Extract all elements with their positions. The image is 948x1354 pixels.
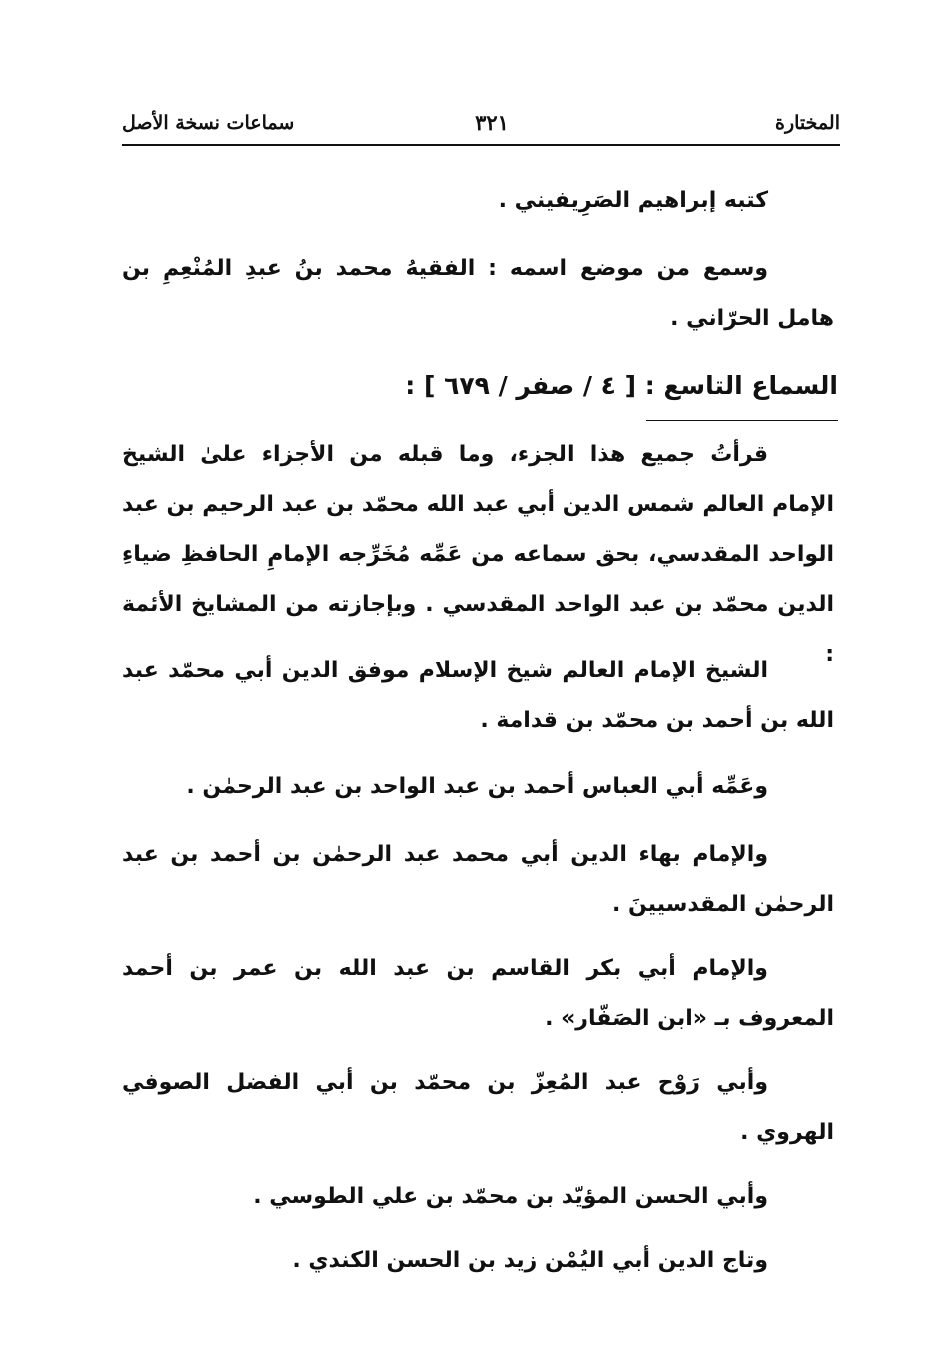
heading-underline xyxy=(646,420,838,421)
paragraph-abu-bakr: والإمام أبي بكر القاسم بن عبد الله بن عمر بن أحمد المعروف بـ «ابن الصَفّار» . xyxy=(122,956,834,1031)
paragraph-abu-rawh: وأبي رَوْح عبد المُعِزّ بن محمّد بن أبي الفضل الصوفي الهروي . xyxy=(122,1070,834,1145)
paragraph-also-heard: وسمع من موضع اسمه : الفقيهُ محمد بنُ عبدِ المُنْعِمِ بن هامل الحرّاني . xyxy=(122,256,834,331)
paragraph-scribe: كتبه إبراهيم الصَرِيفيني . xyxy=(498,188,768,213)
paragraph-abu-al-abbas: وعَمِّه أبي العباس أحمد بن عبد الواحد بن عبد الرحمٰن . xyxy=(186,774,768,799)
page-number: ٣٢١ xyxy=(475,110,509,135)
paragraph-sheikh-muwaffaq: الشيخ الإمام العالم شيخ الإسلام موفق الدين أبي محمّد عبد الله بن أحمد بن محمّد بن قدامة . xyxy=(122,658,834,733)
section-title: سماعات نسخة الأصل xyxy=(122,112,295,134)
paragraph-taj-al-din: وتاج الدين أبي اليُمْن زيد بن الحسن الكندي . xyxy=(292,1248,768,1273)
running-header xyxy=(122,108,840,150)
section-heading: السماع التاسع : [ ٤ / صفر / ٦٧٩ ] : xyxy=(405,371,838,400)
book-title: المختارة xyxy=(775,112,840,134)
paragraph-reading: قرأتُ جميع هذا الجزء، وما قبله من الأجزاء علىٰ الشيخ الإمام العالم شمس الدين أبي عبد الله محمّد بن عبد الرحيم بن عبد الواحد المقدسي، بحق سماعه من عَمِّه مُخَرِّجه الإمامِ الحافظِ ضياءِ الدين محمّد بن عبد الواحد المقدسي . وبإجازته من المشايخ الأئمة : xyxy=(122,442,834,667)
paragraph-abu-al-hasan: وأبي الحسن المؤيّد بن محمّد بن علي الطوسي . xyxy=(253,1184,768,1209)
paragraph-bahaa-al-din: والإمام بهاء الدين أبي محمد عبد الرحمٰن بن أحمد بن عبد الرحمٰن المقدسيينَ . xyxy=(122,842,834,917)
header-rule xyxy=(122,144,840,146)
